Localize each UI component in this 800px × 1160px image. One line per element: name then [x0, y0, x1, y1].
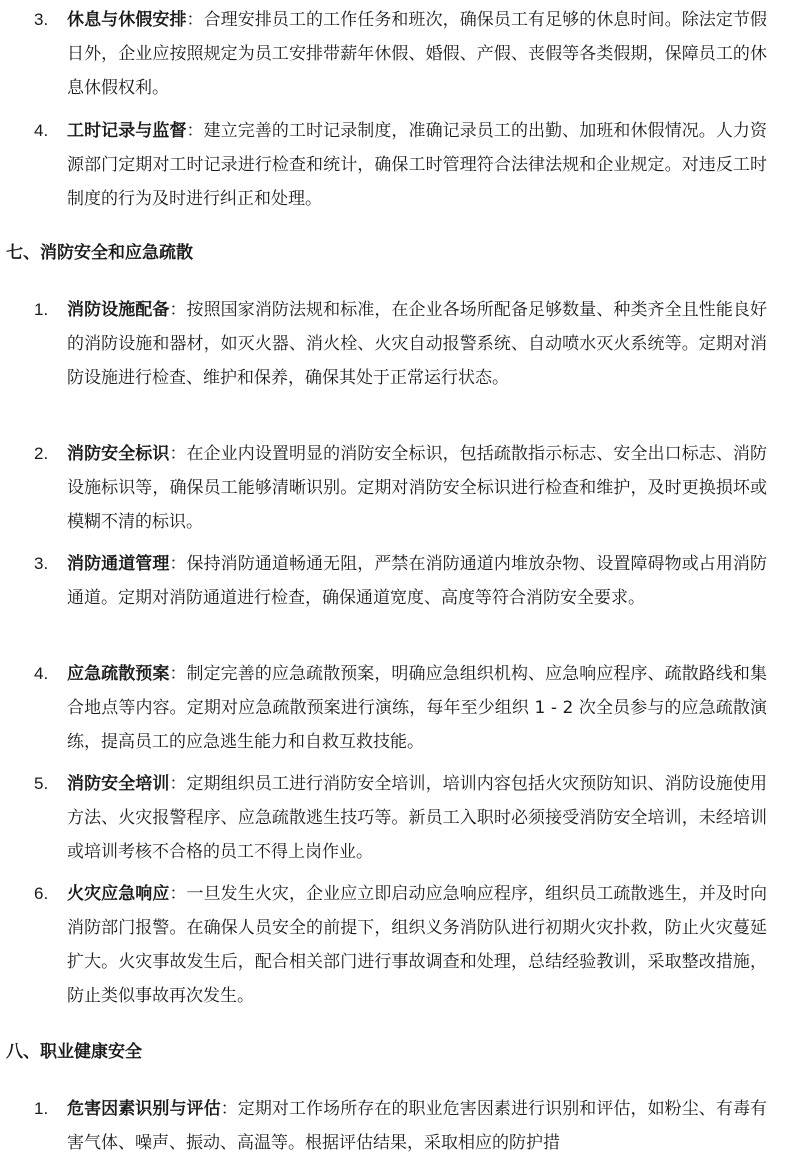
- item-body: 按照国家消防法规和标准，在企业各场所配备足够数量、种类齐全且性能良好的消防设施和器材，如灭火器、消火栓、火灾自动报警系统、自动喷水灭火系统等。定期对消防设施进行检查、维护和保养，确保其处于正常运行状态。: [67, 300, 768, 388]
- section-heading: 七、消防安全和应急疏散: [6, 243, 193, 263]
- item-number: 3.: [34, 10, 49, 29]
- item-body: 建立完善的工时记录制度，准确记录员工的出勤、加班和休假情况。人力资源部门定期对工时记录进行检查和统计，确保工时管理符合法律法规和企业规定。对违反工时制度的行为及时进行纠正和处理。: [67, 121, 768, 209]
- item-label: 危害因素识别与评估: [67, 1099, 221, 1119]
- item-text: [67, 547, 767, 615]
- colon: ：: [169, 300, 187, 320]
- item-body: 在企业内设置明显的消防安全标识，包括疏散指示标志、安全出口标志、消防设施标识等，确保员工能够清晰识别。定期对消防安全标识进行检查和维护，及时更换损坏或模糊不清的标识。: [67, 444, 768, 532]
- item-number: 1.: [34, 1099, 49, 1118]
- colon: ：: [169, 774, 187, 794]
- item-label: 工时记录与监督: [67, 121, 187, 141]
- colon: ：: [169, 554, 187, 574]
- item-number: 1.: [34, 300, 49, 319]
- item-label: 消防安全标识: [67, 444, 170, 464]
- section-heading: 八、职业健康安全: [6, 1042, 142, 1062]
- item-text: [67, 657, 767, 759]
- item-text: [67, 1092, 767, 1160]
- item-body: 制定完善的应急疏散预案，明确应急组织机构、应急响应程序、疏散路线和集合地点等内容。定期对应急疏散预案进行演练，每年至少组织 1 - 2 次全员参与的应急疏散演练，提高员工的应急逃生能力和自救互救技能。: [67, 664, 768, 752]
- item-label: 消防设施配备: [67, 300, 170, 320]
- item-body: 定期对工作场所存在的职业危害因素进行识别和评估，如粉尘、有毒有害气体、噪声、振动、高温等。根据评估结果，采取相应的防护措: [67, 1099, 768, 1153]
- item-body: 定期组织员工进行消防安全培训，培训内容包括火灾预防知识、消防设施使用方法、火灾报警程序、应急疏散逃生技巧等。新员工入职时必须接受消防安全培训，未经培训或培训考核不合格的员工不得上岗作业。: [67, 774, 768, 862]
- colon: ：: [220, 1099, 238, 1119]
- item-number: 5.: [34, 774, 49, 793]
- item-label: 休息与休假安排: [67, 10, 187, 30]
- item-number: 2.: [34, 444, 49, 463]
- item-label: 应急疏散预案: [67, 664, 170, 684]
- colon: ：: [186, 10, 204, 30]
- item-text: [67, 293, 767, 395]
- item-text: [67, 437, 767, 539]
- item-number: 3.: [34, 554, 49, 573]
- item-text: [67, 114, 767, 216]
- item-label: 火灾应急响应: [67, 884, 170, 904]
- item-label: 消防安全培训: [67, 774, 170, 794]
- colon: ：: [186, 121, 204, 141]
- item-text: [67, 877, 767, 1013]
- item-text: [67, 3, 767, 105]
- item-number: 6.: [34, 884, 49, 903]
- colon: ：: [169, 664, 187, 684]
- item-body: 保持消防通道畅通无阻，严禁在消防通道内堆放杂物、设置障碍物或占用消防通道。定期对消防通道进行检查，确保通道宽度、高度等符合消防安全要求。: [67, 554, 768, 608]
- item-number: 4.: [34, 121, 49, 140]
- item-body: 合理安排员工的工作任务和班次，确保员工有足够的休息时间。除法定节假日外，企业应按照规定为员工安排带薪年休假、婚假、产假、丧假等各类假期，保障员工的休息休假权利。: [67, 10, 768, 98]
- item-label: 消防通道管理: [67, 554, 170, 574]
- item-text: [67, 767, 767, 869]
- item-body: 一旦发生火灾，企业应立即启动应急响应程序，组织员工疏散逃生，并及时向消防部门报警。在确保人员安全的前提下，组织义务消防队进行初期火灾扑救，防止火灾蔓延扩大。火灾事故发生后，配合相关部门进行事故调查和处理，总结经验教训，采取整改措施，防止类似事故再次发生。: [67, 884, 768, 1006]
- colon: ：: [169, 884, 187, 904]
- item-number: 4.: [34, 664, 49, 683]
- colon: ：: [169, 444, 187, 464]
